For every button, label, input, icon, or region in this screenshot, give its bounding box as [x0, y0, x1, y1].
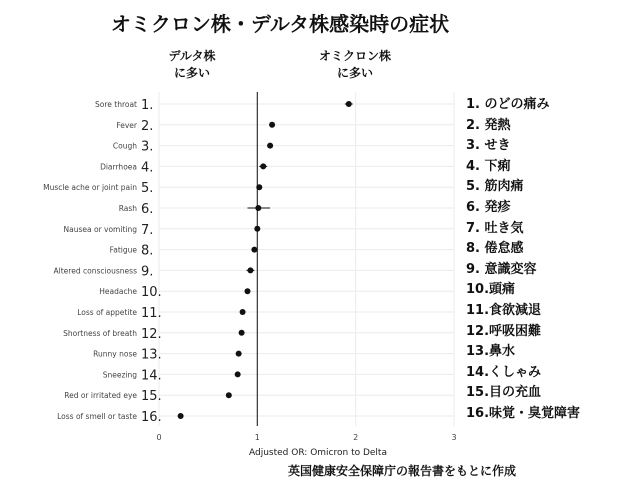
odds-ratio-point: [254, 226, 260, 232]
odds-ratio-point: [255, 205, 261, 211]
x-tick-label: 1: [254, 433, 260, 442]
odds-ratio-point: [267, 143, 273, 149]
rank-number: 4.: [141, 160, 154, 176]
odds-ratio-point: [245, 288, 251, 294]
delta-header-line1: デルタ株: [168, 49, 216, 63]
rank-number: 5.: [141, 181, 154, 197]
symptom-label: Sneezing: [102, 370, 137, 380]
symptom-label: Rash: [118, 204, 137, 213]
rank-number: 11.: [141, 306, 162, 321]
japanese-symptom-item: 15.目の充血: [466, 385, 542, 401]
odds-ratio-point: [260, 163, 266, 169]
x-tick-label: 0: [156, 433, 162, 442]
omicron-header-line1: オミクロン株: [318, 49, 391, 63]
japanese-symptom-item: 16.味覚・臭覚障害: [466, 405, 581, 421]
symptom-label: Sore throat: [94, 100, 137, 109]
japanese-symptom-item: 10.頭痛: [466, 282, 516, 298]
odds-ratio-point: [247, 267, 253, 273]
japanese-symptom-item: 13.鼻水: [466, 344, 516, 360]
japanese-symptom-item: 5. 筋肉痛: [466, 179, 524, 195]
japanese-symptom-item: 1. のどの痛み: [466, 97, 550, 112]
odds-ratio-point: [235, 371, 241, 377]
rank-number: 10.: [141, 285, 162, 301]
japanese-symptom-item: 6. 発疹: [466, 199, 511, 215]
rank-number: 6.: [141, 202, 154, 217]
odds-ratio-point: [239, 330, 245, 336]
japanese-symptom-item: 7. 吐き気: [466, 220, 524, 236]
symptom-label: Muscle ache or joint pain: [43, 183, 137, 193]
japanese-symptom-item: 9. 意識変容: [466, 261, 537, 277]
japanese-symptom-item: 11.食欲減退: [466, 302, 542, 318]
omicron-header-line2: に多い: [336, 66, 373, 80]
rank-number: 13.: [141, 347, 162, 363]
odds-ratio-point: [251, 247, 257, 253]
japanese-symptom-item: 12.呼吸困難: [466, 323, 542, 339]
japanese-symptom-item: 2. 発熱: [466, 117, 511, 133]
x-axis-label: Adjusted OR: Omicron to Delta: [249, 448, 387, 458]
symptom-label: Cough: [112, 141, 137, 151]
rank-number: 16.: [141, 410, 162, 425]
odds-ratio-point: [178, 413, 184, 419]
rank-number: 8.: [141, 243, 154, 259]
japanese-symptom-list: [466, 95, 580, 425]
japanese-symptom-item: 4. 下痢: [466, 158, 511, 174]
source-note: 英国健康安全保障庁の報告書をもとに作成: [288, 464, 517, 478]
rank-number: 3.: [141, 139, 154, 155]
symptom-label: Fatigue: [109, 245, 137, 255]
symptom-label: Red or irritated eye: [64, 391, 137, 401]
delta-header-line2: に多い: [173, 66, 210, 80]
symptom-label: Loss of appetite: [77, 308, 137, 317]
x-tick-label: 2: [353, 433, 359, 442]
rank-number: 1.: [141, 98, 154, 113]
rank-number: 9.: [141, 264, 154, 280]
symptom-label: Runny nose: [93, 349, 137, 359]
rank-number: 12.: [141, 326, 162, 342]
odds-ratio-point: [346, 101, 352, 107]
odds-ratio-point: [236, 351, 242, 357]
x-tick-label: 3: [451, 433, 457, 442]
rank-number: 14.: [141, 368, 162, 384]
symptom-label: Diarrhoea: [100, 162, 137, 172]
odds-ratio-point: [269, 122, 275, 128]
odds-ratio-point: [226, 392, 232, 398]
japanese-symptom-item: 8. 倦怠感: [466, 241, 524, 257]
japanese-symptom-item: 3. せき: [466, 138, 511, 154]
symptom-label: Fever: [116, 120, 137, 130]
odds-ratio-point: [256, 184, 262, 190]
chart-title: オミクロン株・デルタ株感染時の症状: [110, 12, 450, 36]
odds-ratio-point: [240, 309, 246, 315]
symptom-label: Nausea or vomiting: [63, 224, 137, 234]
symptom-label: Shortness of breath: [63, 328, 137, 338]
symptom-label: Headache: [99, 287, 137, 297]
rank-number: 15.: [141, 389, 162, 405]
rank-number: 7.: [141, 222, 154, 238]
rank-number: 2.: [141, 118, 154, 134]
symptom-label: Altered consciousness: [53, 266, 137, 276]
japanese-symptom-item: 14.くしゃみ: [466, 364, 542, 380]
symptom-label: Loss of smell or taste: [57, 412, 137, 421]
